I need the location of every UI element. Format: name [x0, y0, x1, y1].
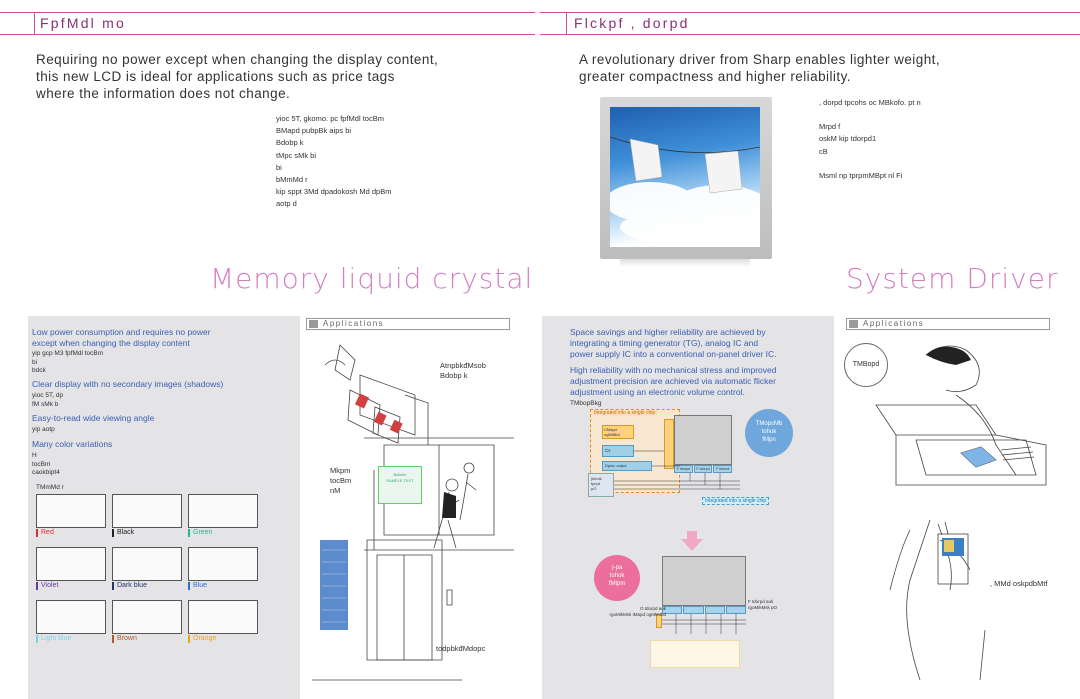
- text-line: caokbipt4: [32, 469, 60, 476]
- swatch-label-black: Black: [112, 529, 134, 537]
- board-block: [650, 640, 740, 668]
- display-sign: [378, 466, 422, 504]
- note-line: rgoMikMsk IMapd ogMkMbd: [609, 612, 666, 617]
- left-applications-label: Applications: [306, 318, 510, 330]
- left-big-title: Memory liquid crystal: [210, 262, 534, 295]
- callout-line: Bdobp k: [440, 371, 468, 380]
- list-item: cB: [819, 146, 828, 156]
- text-line: yip gcp M3 fpfMdl tocBm: [32, 350, 104, 357]
- right-callout-2: , MMd oskpdbMtf: [990, 579, 1048, 588]
- color-swatch: [112, 494, 182, 528]
- driver-row: [662, 606, 746, 614]
- note-line: O tdorpd aok: [639, 606, 666, 611]
- left-callout-1: [440, 361, 486, 381]
- panel-screen: [662, 556, 746, 606]
- badge-line: fMtpm: [608, 581, 626, 587]
- right-big-title: System Driver: [846, 262, 1059, 295]
- color-swatch: [36, 547, 106, 581]
- heading-line: integrating a timing generator (TG), analog IC and: [570, 338, 759, 348]
- terminal-user-illustration: [856, 335, 1056, 510]
- left-lead-line: Requiring no power except when changing the display content,: [36, 52, 439, 67]
- text-line: yioc 5T, dp: [32, 392, 64, 399]
- right-lead-line: A revolutionary driver from Sharp enables lighter weight,: [579, 52, 941, 67]
- list-item: bi: [276, 162, 282, 172]
- chip-label: oglMlBrd: [604, 432, 620, 437]
- left-feature-heading-4: Many color variations: [32, 439, 113, 449]
- heading-line: Space savings and higher reliability are achieved by: [570, 327, 766, 337]
- list-item: tMpc sMk bi: [276, 150, 317, 160]
- list-item: BMapd pubpBk aips bi: [276, 126, 352, 136]
- diagram-top-label: Integrated into a single chip: [594, 410, 656, 416]
- heading-line: power supply IC into a conventional on-panel driver IC.: [570, 349, 777, 359]
- callout-line: Mkpm: [330, 466, 351, 475]
- callout-line: AtnpbkđMsob: [440, 361, 486, 370]
- lcd-product-image: [600, 97, 772, 267]
- text-line: fM sMk b: [32, 400, 59, 408]
- list-item: , dorpd tpcohs oc MBkofo. pt n: [819, 98, 921, 107]
- right-header-title: Flckpf , dorpd: [574, 15, 690, 31]
- right-applications-label: Applications: [846, 318, 1050, 330]
- left-feature-text-5: TMmMd r: [36, 484, 64, 491]
- list-spacer: [819, 109, 1049, 121]
- diagram-note-left: [596, 606, 666, 618]
- chip-label: pO: [591, 486, 597, 491]
- integrated-driver-diagram: [656, 556, 756, 676]
- badge-line: TMopsMb: [755, 421, 783, 427]
- list-item: kip sppt 3Md dpadokosh Md dpBm: [276, 187, 392, 197]
- color-swatch: [36, 600, 106, 634]
- chip-label: fprpd: [591, 481, 601, 486]
- left-feature-heading-3: Easy-to-read wide viewing angle: [32, 413, 155, 423]
- swatch-label-orange: Orange: [188, 635, 216, 643]
- driver-block-diagram: [590, 409, 770, 509]
- list-item: aotp d: [276, 199, 297, 209]
- text-line: bi: [32, 358, 38, 366]
- text-line: H: [32, 452, 37, 459]
- right-feature-heading-2: [570, 365, 830, 398]
- pink-circle-badge: [594, 555, 640, 601]
- badge-line: tohok: [609, 573, 625, 579]
- color-swatch: [188, 494, 258, 528]
- left-callout-3: todpbkđMdopc: [436, 644, 486, 653]
- right-spec-list: [819, 97, 1049, 182]
- swatch-label-green: Green: [188, 529, 212, 537]
- left-spec-list: [276, 113, 476, 211]
- swatch-label-brown: Brown: [112, 635, 137, 643]
- driver-block: F tdorpd: [674, 465, 693, 473]
- arrow-down-icon: [681, 531, 703, 551]
- heading-line: adjustment precision are achieved via automatic flicker: [570, 376, 776, 386]
- list-item: Mrpd f: [819, 122, 841, 132]
- list-item: oskM kip tdorpd1: [819, 134, 877, 144]
- right-feature-text-1: TMbopBkg: [570, 400, 602, 407]
- left-callout-2: [330, 466, 351, 496]
- chip-block: Dpioc outpd: [602, 461, 652, 471]
- left-lead-line: this new LCD is ideal for applications such as price tags: [36, 69, 395, 84]
- callout-line: nM: [330, 486, 341, 495]
- left-lead: [36, 51, 536, 102]
- color-swatch: [112, 547, 182, 581]
- right-lead-line: greater compactness and higher reliability.: [579, 69, 851, 84]
- left-feature-text-2: [32, 392, 63, 409]
- driver-block: F tdorpd: [694, 465, 713, 473]
- driver-block: [705, 606, 725, 614]
- color-swatch: [112, 600, 182, 634]
- left-feature-heading-1: [32, 327, 297, 349]
- diagram-note-right: [748, 599, 808, 611]
- color-swatch: [188, 600, 258, 634]
- right-feature-heading-1: [570, 327, 830, 360]
- color-swatch: [188, 547, 258, 581]
- badge-line: )-pa: [611, 565, 623, 571]
- list-item: yioc 5T, gkomo. pc fpfMdl tocBm: [276, 114, 384, 123]
- left-feature-text-3: [32, 426, 55, 435]
- chip-block: Cs: [602, 445, 634, 457]
- badge-line: tohok: [761, 429, 777, 435]
- elevator-illustration: [312, 530, 462, 690]
- heading-line: High reliability with no mechanical stress and improved: [570, 365, 777, 375]
- color-swatch: [36, 494, 106, 528]
- text-line: yip aotp: [32, 426, 55, 433]
- list-spacer: [819, 158, 1049, 170]
- chip-label: CMapd: [604, 427, 617, 432]
- heading-line: Low power consumption and requires no power: [32, 327, 211, 337]
- note-line: F tdorpd aok: [748, 599, 774, 604]
- driver-block: [726, 606, 746, 614]
- list-item: bMmMd r: [276, 175, 308, 185]
- intercom-user-illustration: [860, 510, 1060, 695]
- right-lead: [579, 51, 1059, 85]
- left-lead-line: where the information does not change.: [36, 86, 291, 101]
- driver-block: [683, 606, 703, 614]
- chip-label: jtohok: [591, 476, 602, 481]
- heading-line: except when changing the display content: [32, 338, 190, 348]
- note-line: rgoMikMsk pO: [748, 605, 778, 610]
- list-item: Bdobp k: [276, 138, 304, 148]
- text-line: bdck: [32, 367, 46, 374]
- swatch-label-light-blue: Light blue: [36, 635, 71, 643]
- blue-circle-badge: [745, 409, 793, 457]
- right-callout-1: TMBopd: [844, 343, 888, 387]
- swatch-label-blue: Blue: [188, 582, 207, 590]
- sign-line: Bulletin: [393, 472, 407, 477]
- diagram-bottom-label: Integrated into a single chip: [702, 497, 769, 505]
- swatch-label-red: Red: [36, 529, 54, 537]
- list-item: Msml np tprpmMBpt nl Fi: [819, 170, 903, 180]
- driver-block: F tdmod: [713, 465, 732, 473]
- callout-line: tocBm: [330, 476, 352, 485]
- swatch-label-dark-blue: Dark blue: [112, 582, 147, 590]
- text-line: tocBm: [32, 460, 51, 468]
- left-header-title: FpfMdl mo: [40, 15, 126, 31]
- left-feature-text-1: [32, 350, 103, 376]
- badge-line: fMpn: [762, 437, 776, 443]
- left-feature-heading-2: Clear display with no secondary images (shadows): [32, 379, 224, 389]
- heading-line: adjustment using an electronic volume control.: [570, 387, 745, 397]
- swatch-label-violet: Violet: [36, 582, 58, 590]
- sign-line: SAMPLE TEXT: [386, 478, 414, 483]
- left-feature-text-4: [32, 452, 60, 478]
